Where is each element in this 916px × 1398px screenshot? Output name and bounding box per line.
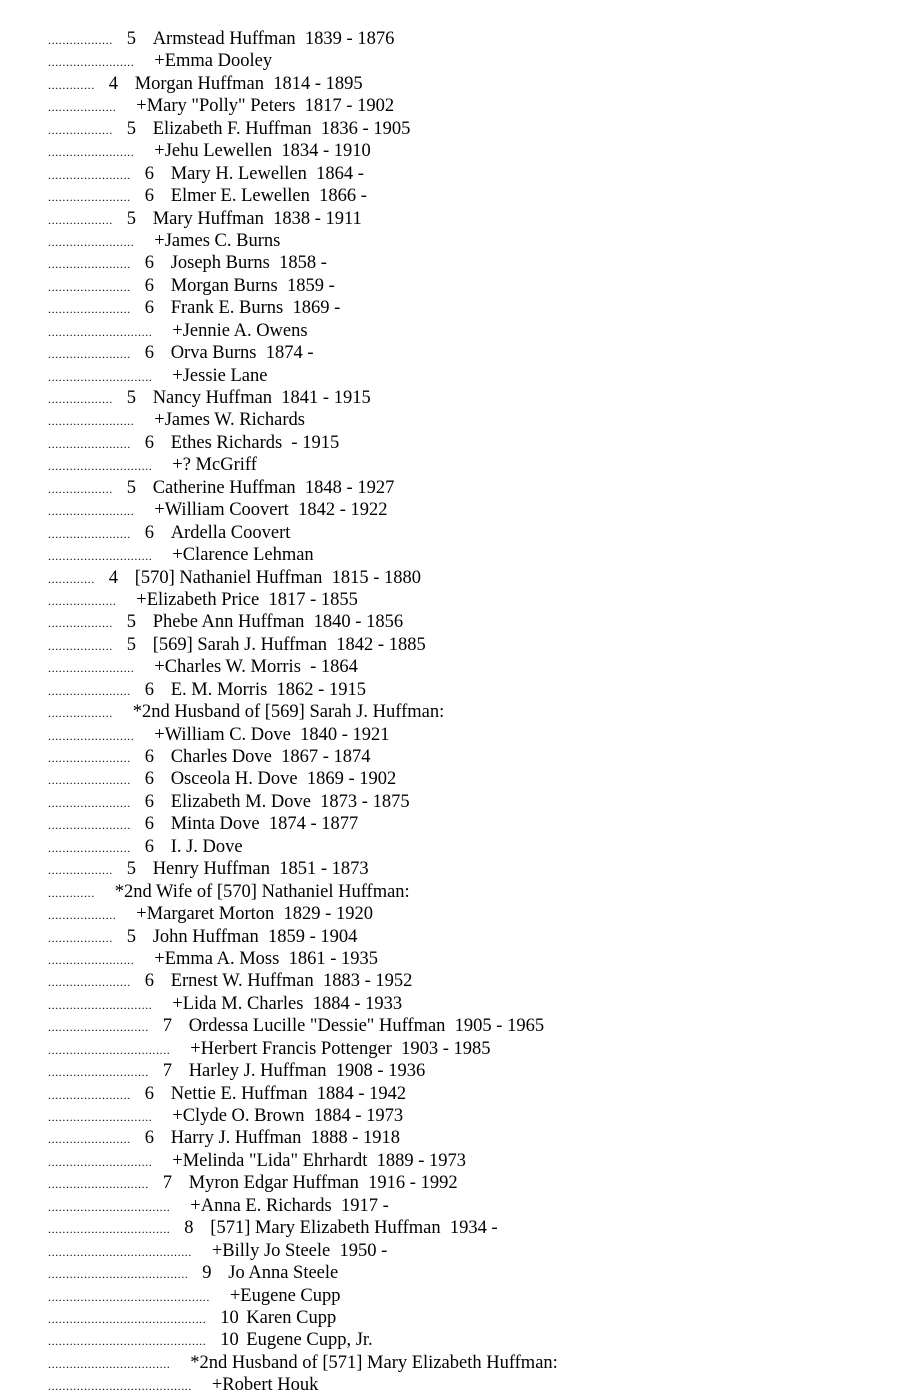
leader-dots: .................. [48, 392, 113, 406]
entry-row [48, 365, 908, 387]
leader-dots: ............................. [48, 1110, 153, 1124]
leader-dots: .................. [48, 481, 113, 496]
leader-dots: .................................. [48, 1042, 171, 1057]
entry-row [48, 746, 908, 768]
leader-dots: ........................ [48, 952, 135, 967]
generation-number: 6 [144, 432, 154, 453]
entry-text: Mary H. Lewellen 1864 - [170, 163, 364, 184]
generation-number: 5 [126, 926, 136, 947]
entry-text: Morgan Burns 1859 - [170, 275, 335, 296]
generation-number: 5 [126, 634, 136, 655]
generation-number: 4 [108, 567, 118, 588]
entry-text: Ernest W. Huffman 1883 - 1952 [170, 971, 413, 992]
entry-row [48, 140, 908, 162]
entry-text: +Herbert Francis Pottenger 1903 - 1985 [190, 1038, 491, 1059]
leader-dots: ............................................. [48, 1289, 210, 1304]
entry-row [48, 320, 908, 342]
entry-text: [571] Mary Elizabeth Huffman 1934 - [210, 1218, 498, 1239]
leader-dots: ....................................... [48, 1267, 189, 1282]
entry-text: +Jessie Lane [172, 365, 268, 386]
entry-row [48, 28, 908, 50]
entry-text: Harry J. Huffman 1888 - 1918 [170, 1128, 401, 1149]
entry-text: +Eugene Cupp [229, 1285, 341, 1306]
entry-row [48, 1150, 908, 1172]
leader-dots: ....................... [48, 795, 131, 810]
entry-row [48, 679, 908, 701]
generation-number: 5 [126, 208, 136, 229]
entry-row [48, 387, 908, 409]
entry-text: Catherine Huffman 1848 - 1927 [152, 477, 395, 498]
entry-text: Harley J. Huffman 1908 - 1936 [188, 1061, 426, 1082]
leader-dots: ........................ [48, 661, 135, 676]
leader-dots: .................. [48, 930, 113, 945]
leader-dots: .................................. [48, 1356, 171, 1371]
generation-number: 6 [144, 298, 154, 319]
entry-row [48, 95, 908, 117]
entry-text: Morgan Huffman 1814 - 1895 [134, 73, 363, 94]
generation-number: 6 [144, 836, 154, 857]
entry-text: Jo Anna Steele [228, 1263, 339, 1284]
entry-text: Elizabeth M. Dove 1873 - 1875 [170, 791, 410, 812]
leader-dots: ............................ [48, 1177, 149, 1192]
entry-row [48, 477, 908, 499]
leader-dots: ....................... [48, 279, 131, 294]
entry-row [48, 1329, 908, 1351]
entry-row [48, 1060, 908, 1082]
entry-row [48, 1127, 908, 1149]
generation-number: 6 [144, 791, 154, 812]
entry-text: +Emma Dooley [154, 51, 273, 72]
entry-text: +Margaret Morton 1829 - 1920 [136, 904, 373, 925]
leader-dots: ............................. [48, 549, 153, 564]
entry-row [48, 836, 908, 858]
leader-dots: ........................ [48, 728, 135, 743]
entry-row [48, 275, 908, 297]
entry-row [48, 881, 908, 903]
entry-text: +Charles W. Morris - 1864 [154, 657, 358, 678]
entry-row [48, 252, 908, 274]
entry-text: Minta Dove 1874 - 1877 [170, 814, 359, 835]
entry-text: Frank E. Burns 1869 - [170, 298, 341, 319]
entry-text: Karen Cupp [246, 1307, 337, 1328]
entry-text: Nancy Huffman 1841 - 1915 [152, 388, 371, 408]
leader-dots: ............................. [48, 997, 153, 1012]
entry-row [48, 50, 908, 72]
leader-dots: ............. [48, 77, 95, 92]
generation-number: 10 [220, 1307, 239, 1328]
entry-text: [569] Sarah J. Huffman 1842 - 1885 [152, 634, 426, 655]
entry-row [48, 163, 908, 185]
leader-dots: .................................. [48, 1199, 171, 1214]
generation-number: 5 [126, 859, 136, 880]
entry-text: Myron Edgar Huffman 1916 - 1992 [188, 1173, 458, 1194]
leader-dots: .................. [48, 638, 113, 653]
generation-number: 10 [220, 1330, 239, 1351]
entry-row [48, 768, 908, 790]
entry-row [48, 409, 908, 431]
entry-row [48, 454, 908, 476]
entry-text: +James C. Burns [154, 230, 281, 251]
entry-row [48, 1307, 908, 1329]
leader-dots: ............................. [48, 1154, 153, 1169]
generation-number: 7 [162, 1061, 172, 1082]
entry-text: Joseph Burns 1858 - [170, 253, 327, 274]
entry-row [48, 656, 908, 678]
leader-dots: ....................... [48, 1087, 131, 1102]
leader-dots: ............................................ [48, 1311, 207, 1326]
leader-dots: ....................... [48, 436, 131, 451]
leader-dots: ........................ [48, 55, 135, 70]
generation-number: 7 [162, 1016, 172, 1037]
leader-dots: ............................ [48, 1020, 149, 1035]
leader-dots: ................... [48, 100, 117, 115]
leader-dots: ........................................ [48, 1244, 192, 1259]
entry-row [48, 522, 908, 544]
entry-text: +Billy Jo Steele 1950 - [211, 1240, 388, 1261]
entry-text: Orva Burns 1874 - [170, 343, 314, 364]
generation-number: 6 [144, 769, 154, 790]
entry-text: Eugene Cupp, Jr. [246, 1330, 373, 1351]
entry-row [48, 589, 908, 611]
leader-dots: ....................... [48, 773, 131, 788]
entry-text: *2nd Wife of [570] Nathaniel Huffman: [114, 881, 410, 902]
generation-number: 5 [126, 118, 136, 139]
entry-text: +Anna E. Richards 1917 - [190, 1195, 389, 1216]
entry-text: +Robert Houk [211, 1375, 319, 1396]
leader-dots: ................... [48, 908, 117, 923]
entry-text: +James W. Richards [154, 410, 305, 431]
leader-dots: ....................... [48, 683, 131, 698]
entry-text: +Melinda "Lida" Ehrhardt 1889 - 1973 [172, 1150, 467, 1171]
entry-row [48, 858, 908, 880]
entry-text: +Clarence Lehman [172, 545, 314, 566]
leader-dots: ....................... [48, 840, 131, 855]
entry-row [48, 1285, 908, 1307]
generation-number: 6 [144, 679, 154, 700]
entry-text: Nettie E. Huffman 1884 - 1942 [170, 1083, 407, 1104]
generation-number: 6 [144, 343, 154, 364]
entry-text: I. J. Dove [170, 836, 243, 857]
leader-dots: .................................. [48, 1222, 171, 1237]
entry-text: +William C. Dove 1840 - 1921 [154, 724, 390, 745]
generation-number: 8 [184, 1218, 194, 1239]
leader-dots: .................. [48, 122, 113, 137]
entry-row [48, 1105, 908, 1127]
leader-dots: ....................... [48, 818, 131, 833]
entry-text: John Huffman 1859 - 1904 [152, 926, 358, 947]
entry-text: Phebe Ann Huffman 1840 - 1856 [152, 612, 404, 633]
entry-row [48, 948, 908, 970]
entry-row [48, 567, 908, 589]
entry-row [48, 724, 908, 746]
leader-dots: ............................. [48, 369, 153, 384]
entry-row [48, 1240, 908, 1262]
entry-row [48, 993, 908, 1015]
entry-text: +Clyde O. Brown 1884 - 1973 [172, 1106, 404, 1126]
leader-dots: ........................ [48, 504, 135, 519]
leader-dots: ............................. [48, 459, 153, 474]
entry-text: +Elizabeth Price 1817 - 1855 [136, 589, 358, 610]
leader-dots: .................. [48, 212, 113, 227]
entry-row [48, 185, 908, 207]
generation-number: 6 [144, 1128, 154, 1149]
entry-text: Ardella Coovert [170, 522, 291, 543]
leader-dots: ....................... [48, 526, 131, 541]
entry-text: Osceola H. Dove 1869 - 1902 [170, 769, 397, 790]
leader-dots: ....................... [48, 751, 131, 765]
entry-row [48, 1172, 908, 1194]
entry-row [48, 701, 908, 723]
leader-dots: ........................ [48, 234, 135, 249]
entry-row [48, 230, 908, 252]
entry-text: +Mary "Polly" Peters 1817 - 1902 [136, 96, 395, 117]
descendant-list [48, 28, 908, 1397]
generation-number: 5 [126, 388, 136, 408]
generation-number: 6 [144, 275, 154, 296]
generation-number: 7 [162, 1173, 172, 1194]
generation-number: 6 [144, 1083, 154, 1104]
entry-text: +Jennie A. Owens [172, 320, 308, 341]
leader-dots: ....................... [48, 167, 131, 182]
leader-dots: ............................................ [48, 1334, 207, 1349]
generation-number: 5 [126, 612, 136, 633]
leader-dots: ....................... [48, 190, 131, 205]
entry-text: +Emma A. Moss 1861 - 1935 [154, 948, 378, 969]
entry-row [48, 970, 908, 992]
generation-number: 6 [144, 971, 154, 992]
entry-text: +Lida M. Charles 1884 - 1933 [172, 993, 403, 1014]
entry-row [48, 1217, 908, 1239]
entry-row [48, 208, 908, 230]
leader-dots: ....................... [48, 302, 131, 317]
entry-text: Armstead Huffman 1839 - 1876 [152, 29, 395, 49]
leader-dots: ................... [48, 593, 117, 608]
entry-text: Elizabeth F. Huffman 1836 - 1905 [152, 118, 411, 139]
leader-dots: ............. [48, 885, 95, 900]
leader-dots: ........................ [48, 414, 135, 429]
entry-row [48, 544, 908, 566]
leader-dots: .................. [48, 863, 113, 878]
entry-text: *2nd Husband of [571] Mary Elizabeth Huffman: [190, 1352, 558, 1373]
entry-row [48, 1352, 908, 1374]
entry-row [48, 791, 908, 813]
entry-row [48, 1195, 908, 1217]
entry-row [48, 499, 908, 521]
leader-dots: .................. [48, 616, 113, 631]
entry-row [48, 1015, 908, 1037]
generation-number: 6 [144, 814, 154, 835]
leader-dots: ........................ [48, 145, 135, 160]
generation-number: 5 [126, 29, 136, 49]
entry-text: +? McGriff [172, 455, 257, 476]
generation-number: 6 [144, 186, 154, 207]
entry-text: *2nd Husband of [569] Sarah J. Huffman: [132, 702, 445, 723]
generation-number: 4 [108, 73, 118, 94]
leader-dots: ............. [48, 571, 95, 586]
entry-text: Ordessa Lucille "Dessie" Huffman 1905 - 1965 [188, 1016, 545, 1037]
leader-dots: .................. [48, 706, 113, 721]
entry-text: E. M. Morris 1862 - 1915 [170, 679, 366, 700]
generation-number: 6 [144, 253, 154, 274]
leader-dots: ............................ [48, 1065, 149, 1080]
leader-dots: ....................... [48, 1132, 131, 1147]
generation-number: 9 [202, 1263, 212, 1284]
entry-row [48, 118, 908, 140]
generation-number: 5 [126, 477, 136, 498]
leader-dots: ........................................ [48, 1379, 192, 1394]
entry-row [48, 634, 908, 656]
entry-row [48, 297, 908, 319]
entry-text: Mary Huffman 1838 - 1911 [152, 208, 362, 229]
leader-dots: ....................... [48, 257, 131, 272]
entry-text: +William Coovert 1842 - 1922 [154, 500, 388, 521]
entry-row [48, 1038, 908, 1060]
entry-row [48, 73, 908, 95]
entry-row [48, 432, 908, 454]
generation-number: 6 [144, 522, 154, 543]
entry-row [48, 903, 908, 925]
entry-text: Elmer E. Lewellen 1866 - [170, 186, 367, 207]
generation-number: 6 [144, 163, 154, 184]
entry-text: Charles Dove 1867 - 1874 [170, 747, 371, 767]
leader-dots: ....................... [48, 975, 131, 990]
generation-number: 6 [144, 747, 154, 767]
entry-row [48, 926, 908, 948]
entry-row [48, 342, 908, 364]
entry-row [48, 611, 908, 633]
leader-dots: ....................... [48, 347, 131, 362]
entry-text: Ethes Richards - 1915 [170, 432, 340, 453]
leader-dots: ............................. [48, 324, 153, 339]
entry-row [48, 813, 908, 835]
leader-dots: .................. [48, 33, 113, 47]
entry-text: [570] Nathaniel Huffman 1815 - 1880 [134, 567, 422, 588]
entry-text: +Jehu Lewellen 1834 - 1910 [154, 141, 371, 162]
entry-row [48, 1262, 908, 1284]
entry-row [48, 1374, 908, 1396]
entry-row [48, 1083, 908, 1105]
entry-text: Henry Huffman 1851 - 1873 [152, 859, 369, 880]
